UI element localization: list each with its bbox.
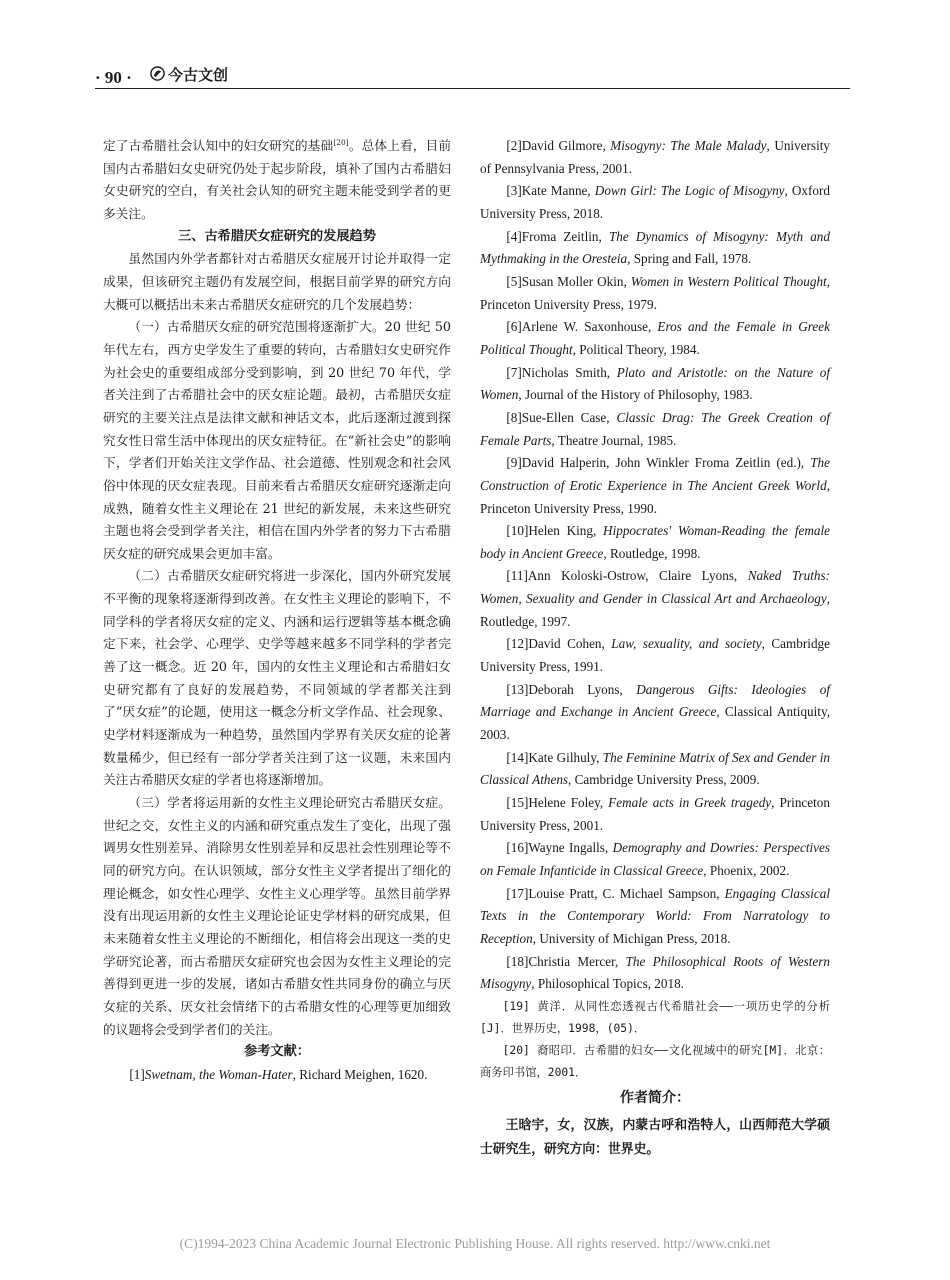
- reference-item: [480, 679, 830, 747]
- reference-author: Helen King,: [528, 523, 604, 539]
- journal-logo-icon: [150, 66, 165, 81]
- reference-item: [480, 452, 830, 520]
- reference-number: [6]: [506, 319, 522, 335]
- reference-title: The Philosophical Roots of Western Misogyny: [480, 953, 830, 992]
- reference-item: [480, 520, 830, 565]
- reference-rest: , Classical Antiquity, 2003.: [480, 704, 830, 743]
- reference-title: Dangerous Gifts: Ideologies of Marriage and Exchange in Ancient Greece: [480, 681, 830, 720]
- reference-rest: , Cambridge University Press, 1991.: [480, 636, 830, 675]
- reference-author: Kate Gilhuly,: [528, 749, 603, 765]
- body-paragraph: （二）古希腊厌女症研究将进一步深化，国内外研究发展不平衡的现象将逐渐得到改善。在女性主义理论的影响下，不同学科的学者将厌女症的定义、内涵和运行逻辑等基本概念确定下来，社会学、心理学、史学等越来越多不同学科的学者完善了这一概念。近 20 年，国内的女性主义理论和古希腊妇女史研究都有了良好的发展趋势，不同领域的学者都关注到了“厌女症”的论题，使用这一概念分析文学作品、社会现象、史学材料逐渐成为一种趋势，虽然国内学界有关厌女症的论著数量稀少，但已经有一部分学者关注到了这一议题，未来国内关注古希腊厌女症的学者也将逐渐增加。: [103, 568, 451, 788]
- reference-item: [480, 747, 830, 792]
- reference-author: Helene Foley,: [528, 795, 609, 811]
- intro-paragraph: [103, 135, 451, 226]
- reference-item-cn: [19] 黄洋．从同性恋透视古代希腊社会——一项历史学的分析[J]．世界历史，1998，(05)．: [480, 999, 830, 1035]
- reference-rest: , Philosophical Topics, 2018.: [531, 976, 684, 992]
- reference-number: [2]: [506, 138, 522, 153]
- reference-author: Deborah Lyons,: [528, 681, 637, 697]
- reference-rest: , Political Theory, 1984.: [572, 341, 700, 357]
- reference-rest: , Routledge, 1997.: [480, 591, 830, 629]
- reference-number: [18]: [506, 953, 529, 969]
- reference-number: [5]: [506, 273, 522, 289]
- reference-title: Misogyny: The Male Malady: [610, 138, 767, 153]
- body-paragraph: （一）古希腊厌女症的研究范围将逐渐扩大。20 世纪 50 年代左右，西方史学发生了重要的转向，古希腊妇女史研究作为社会史的重要组成部分受到影响，到 20 世纪 70 年代，学者关注到了古希腊社会中的厌女症论题。最初，古希腊厌女症研究的主要关注点是法律文献和神话文本，此后逐渐过渡到探究女性日常生活中体现出的厌女症特征。在“新社会史”的影响下，学者们开始关注文学作品、社会道德、性别观念和社会风俗中体现的厌女症表现。目前来看古希腊厌女症研究逐渐走向成熟，随着女性主义理论在 21 世纪的新发展，未来这些研究主题也将会受到学者关注，相信在国内外学者的努力下古希腊厌女症的研究成果会更加丰富。: [103, 319, 451, 561]
- reference-rest: , Journal of the History of Philosophy, 1983.: [518, 387, 753, 403]
- reference-title: Women in Western Political Thought: [630, 273, 827, 289]
- reference-number: [11]: [506, 568, 528, 584]
- citation-marker: [20]: [333, 137, 349, 147]
- copyright-footer: (C)1994-2023 China Academic Journal Electronic Publishing House. All rights reserved. http://www.cnki.net: [179, 1236, 771, 1251]
- reference-author: Christia Mercer,: [528, 953, 626, 969]
- reference-title: Down Girl: The Logic of Misogyny: [594, 183, 785, 199]
- reference-number: [8]: [506, 409, 522, 425]
- reference-item: [480, 135, 830, 180]
- reference-number: [16]: [506, 840, 529, 856]
- body-paragraph: （三）学者将运用新的女性主义理论研究古希腊厌女症。世纪之交，女性主义的内涵和研究重点发生了变化，出现了强调男女性别差异、消除男女性别差异和反思社会性别理论等不同的研究方向。在认识领域，部分女性主义学者提出了细化的理论概念，如女性心理学、女性主义心理学等。虽然目前学界没有出现运用新的女性主义理论论证史学材料的研究成果，但未来随着女性主义理论的不断细化，相信将会出现这一类的史学研究论著，而古希腊厌女症研究也会因为女性主义理论的完善得到更进一步的发展，诸如古希腊女性共同身份的确立与厌女症的关系、厌女社会情绪下的古希腊女性的心理等更加细致的议题将会受到学者们的关注。: [103, 795, 451, 1037]
- reference-number: [12]: [506, 636, 529, 652]
- reference-rest: , Phoenix, 2002.: [703, 863, 790, 878]
- references-list: [480, 135, 830, 996]
- reference-title: Hippocrates' Woman-Reading the female body in Ancient Greece: [480, 523, 830, 561]
- reference-item: [480, 883, 830, 951]
- reference-title: Female acts in Greek tragedy: [608, 795, 772, 811]
- reference-author: Arlene W. Saxonhouse,: [521, 319, 658, 335]
- reference-title: Engaging Classical Texts in the Contemporary World: From Narratology to Reception: [480, 885, 830, 946]
- reference-number: [10]: [506, 523, 529, 539]
- reference-number: [14]: [506, 749, 529, 765]
- reference-rest: , University of Pennsylvania Press, 2001.: [480, 138, 830, 176]
- journal-name: 今古文创: [168, 66, 229, 84]
- section-heading: 三、古希腊厌女症研究的发展趋势: [178, 228, 376, 244]
- reference-rest: , Princeton University Press, 2001.: [480, 795, 830, 833]
- reference-item: [103, 1064, 451, 1087]
- reference-item: [480, 792, 830, 837]
- reference-author: Wayne Ingalls,: [528, 840, 613, 856]
- reference-number: [3]: [506, 183, 522, 199]
- reference-item: [480, 271, 830, 316]
- reference-number: [17]: [506, 885, 529, 901]
- reference-item: [480, 407, 830, 452]
- intro-text-rest: 。总体上看，目前国内古希腊妇女史研究仍处于起步阶段，填补了国内古希腊妇女史研究的空白，有关社会认知的研究主题未能受到学者的更多关注。: [103, 138, 452, 221]
- references-heading: 参考文献：: [244, 1044, 310, 1060]
- reference-rest: , Cambridge University Press, 2009.: [568, 772, 760, 788]
- reference-item-cn: [20] 裔昭印．古希腊的妇女——文化视域中的研究[M]．北京：商务印书馆，2001．: [480, 1043, 830, 1079]
- reference-rest: , University of Michigan Press, 2018.: [532, 930, 731, 946]
- reference-rest: , Theatre Journal, 1985.: [551, 432, 677, 448]
- reference-author: David Halperin, John Winkler Froma Zeitlin (ed.),: [521, 455, 811, 471]
- reference-rest: , Princeton University Press, 1990.: [480, 477, 830, 516]
- reference-item: [480, 565, 830, 633]
- left-column: [103, 135, 451, 1087]
- author-intro-heading: 作者简介：: [620, 1089, 690, 1106]
- reference-author: David Gilmore,: [521, 138, 611, 153]
- reference-item: [480, 837, 830, 882]
- author-intro-text: 王晗宇，女，汉族，内蒙古呼和浩特人，山西师范大学硕士研究生，研究方向：世界史。: [480, 1117, 830, 1157]
- reference-rest: , Spring and Fall, 1978.: [627, 251, 752, 267]
- reference-title: The Construction of Erotic Experience in The Ancient Greek World: [480, 455, 830, 493]
- reference-author: Ann Koloski-Ostrow, Claire Lyons,: [527, 568, 748, 584]
- reference-title: Classic Drag: The Greek Creation of Female Parts: [480, 409, 830, 448]
- reference-number: [15]: [506, 795, 529, 811]
- reference-item: [480, 316, 830, 361]
- reference-title: Swetnam, the Woman-Hater: [144, 1066, 293, 1082]
- reference-title: Eros and the Female in Greek Political Thought: [480, 319, 830, 357]
- body-paragraph: 虽然国内外学者都针对古希腊厌女症展开讨论并取得一定成果，但该研究主题仍有发展空间，根据目前学界的研究方向大概可以概括出未来古希腊厌女症研究的几个发展趋势：: [103, 251, 451, 312]
- reference-author: Susan Moller Okin,: [521, 273, 631, 289]
- reference-author: Froma Zeitlin,: [521, 228, 609, 244]
- right-column: [480, 135, 830, 1162]
- reference-author: Sue-Ellen Case,: [521, 409, 617, 425]
- reference-author: David Cohen,: [528, 636, 612, 652]
- reference-item: [480, 226, 830, 271]
- reference-rest: , Princeton University Press, 1979.: [480, 273, 830, 312]
- reference-author: Nicholas Smith,: [521, 364, 617, 380]
- header-rule: [95, 88, 850, 89]
- reference-title: Law, sexuality, and society: [611, 636, 762, 652]
- reference-number: [4]: [506, 228, 522, 244]
- reference-title: The Dynamics of Misogyny: Myth and Mythmaking in the Oresteia: [480, 228, 830, 267]
- reference-title: The Feminine Matrix of Sex and Gender in Classical Athens: [480, 749, 830, 788]
- reference-item: [480, 180, 830, 225]
- reference-number: [1]: [129, 1066, 145, 1082]
- reference-number: [7]: [506, 364, 522, 380]
- reference-title: Demography and Dowries: Perspectives on Female Infanticide in Classical Greece: [480, 840, 830, 878]
- reference-item: [480, 951, 830, 996]
- reference-number: [9]: [506, 455, 522, 471]
- reference-rest: , Oxford University Press, 2018.: [480, 183, 830, 221]
- reference-number: [13]: [506, 681, 529, 697]
- reference-item: [480, 362, 830, 407]
- page-number: · 90 ·: [95, 68, 132, 87]
- intro-text: 定了古希腊社会认知中的妇女研究的基础: [103, 138, 334, 153]
- reference-title: Plato and Aristotle: on the Nature of Women: [480, 364, 830, 403]
- reference-rest: , Richard Meighen, 1620.: [292, 1066, 428, 1082]
- reference-title: Naked Truths: Women, Sexuality and Gender in Classical Art and Archaeology: [480, 568, 830, 607]
- reference-item: [480, 633, 830, 678]
- reference-author: Kate Manne,: [521, 183, 595, 199]
- reference-rest: , Routledge, 1998.: [603, 545, 701, 561]
- reference-author: Louise Pratt, C. Michael Sampson,: [528, 885, 725, 901]
